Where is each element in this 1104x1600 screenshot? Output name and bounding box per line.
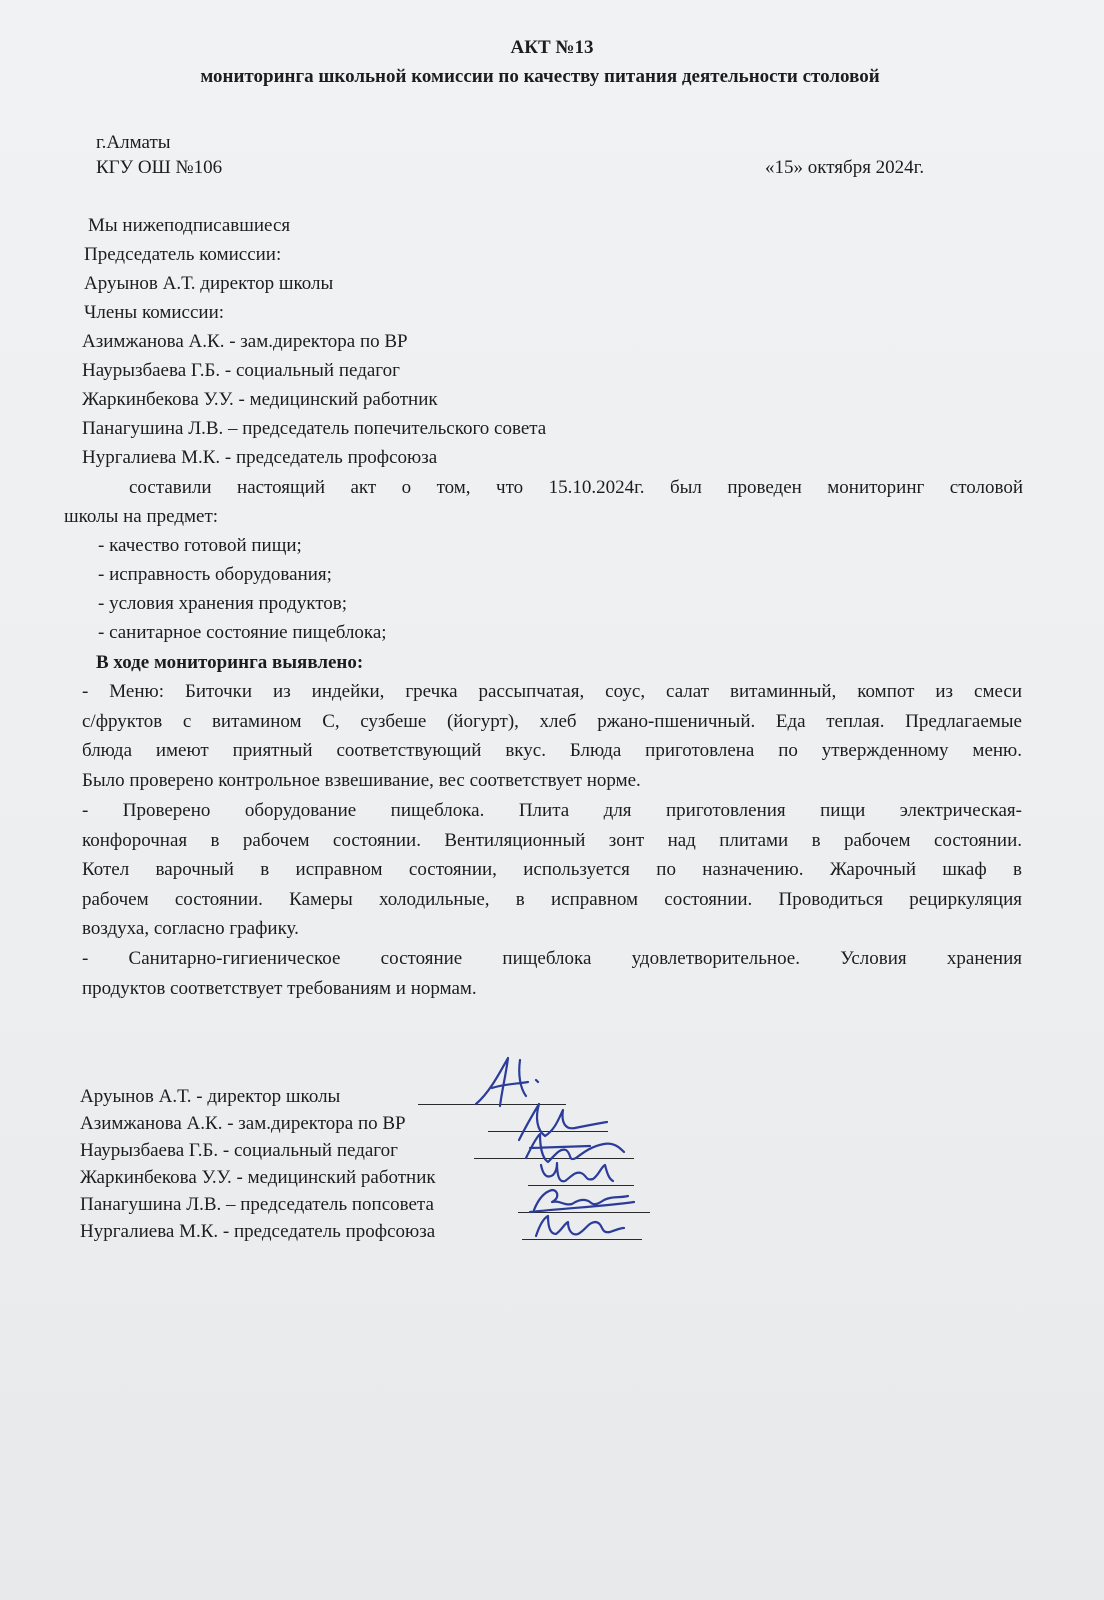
finding-line: Котел варочный в исправном состоянии, используется по назначению. Жарочный шкаф в bbox=[82, 859, 1022, 880]
finding-line: с/фруктов с витамином С, сузбеше (йогурт), хлеб ржано-пшеничный. Еда теплая. Предлагаемые bbox=[82, 710, 1022, 732]
signatory-label: Панагушина Л.В. – председатель попсовета bbox=[80, 1194, 434, 1215]
finding-paragraph-equipment bbox=[82, 796, 1022, 944]
finding-line: - Санитарно-гигиеническое состояние пищеблока удовлетворительное. Условия хранения bbox=[82, 948, 1022, 969]
compose-line-1: составили настоящий акт о том, что 15.10.2024г. был проведен мониторинг столовой bbox=[129, 477, 1023, 498]
member-item: Нургалиева М.К. - председатель профсоюза bbox=[82, 447, 438, 468]
signature-nurgalieva-icon bbox=[530, 1212, 630, 1246]
subject-item: - санитарное состояние пищеблока; bbox=[98, 622, 387, 643]
signatory-label: Азимжанова А.К. - зам.директора по ВР bbox=[80, 1113, 406, 1134]
member-item: Наурызбаева Г.Б. - социальный педагог bbox=[82, 360, 400, 381]
signatory-label: Нургалиева М.К. - председатель профсоюза bbox=[80, 1221, 436, 1242]
intro-we: Мы нижеподписавшиеся bbox=[88, 215, 291, 236]
signatory-label: Наурызбаева Г.Б. - социальный педагог bbox=[80, 1140, 398, 1161]
finding-line: - Проверено оборудование пищеблока. Плита для приготовления пищи электрическая- bbox=[82, 800, 1022, 821]
finding-line: Было проверено контрольное взвешивание, вес соответствует норме. bbox=[82, 769, 641, 791]
member-item: Жаркинбекова У.У. - медицинский работник bbox=[82, 389, 438, 410]
member-item: Азимжанова А.К. - зам.директора по ВР bbox=[82, 331, 408, 352]
finding-line: блюда имеют приятный соответствующий вкус. Блюда приготовлена по утвержденному меню. bbox=[82, 740, 1022, 761]
finding-line: продуктов соответствует требованиям и нормам. bbox=[82, 977, 477, 999]
chair-label: Председатель комиссии: bbox=[84, 244, 282, 265]
finding-paragraph-menu bbox=[82, 677, 1022, 795]
signatory-label: Аруынов А.Т. - директор школы bbox=[80, 1086, 341, 1107]
subject-item: - исправность оборудования; bbox=[98, 564, 332, 585]
document-subtitle: мониторинга школьной комиссии по качеству питания деятельности столовой bbox=[200, 66, 880, 87]
finding-line: - Меню: Биточки из индейки, гречка рассыпчатая, соус, салат витаминный, компот из смеси bbox=[82, 681, 1022, 702]
finding-line: конфорочная в рабочем состоянии. Вентиляционный зонт над плитами в рабочем состоянии. bbox=[82, 829, 1022, 851]
document-title: АКТ №13 bbox=[510, 37, 594, 58]
document-date: «15» октября 2024г. bbox=[765, 157, 925, 178]
chair-name: Аруынов А.Т. директор школы bbox=[84, 273, 334, 294]
finding-paragraph-sanitary bbox=[82, 944, 1022, 1003]
finding-line: рабочем состоянии. Камеры холодильные, в исправном состоянии. Проводиться рециркуляция bbox=[82, 888, 1022, 910]
subject-item: - условия хранения продуктов; bbox=[98, 593, 348, 614]
member-item: Панагушина Л.В. – председатель попечительского совета bbox=[82, 418, 547, 439]
subject-item: - качество готовой пищи; bbox=[98, 535, 302, 556]
members-label: Члены комиссии: bbox=[84, 302, 225, 323]
findings-heading: В ходе мониторинга выявлено: bbox=[96, 652, 364, 673]
compose-line-2: школы на предмет: bbox=[64, 506, 219, 527]
city: г.Алматы bbox=[96, 132, 171, 153]
school-name: КГУ ОШ №106 bbox=[96, 157, 223, 178]
signatory-label: Жаркинбекова У.У. - медицинский работник bbox=[80, 1167, 436, 1188]
finding-line: воздуха, согласно графику. bbox=[82, 918, 299, 939]
